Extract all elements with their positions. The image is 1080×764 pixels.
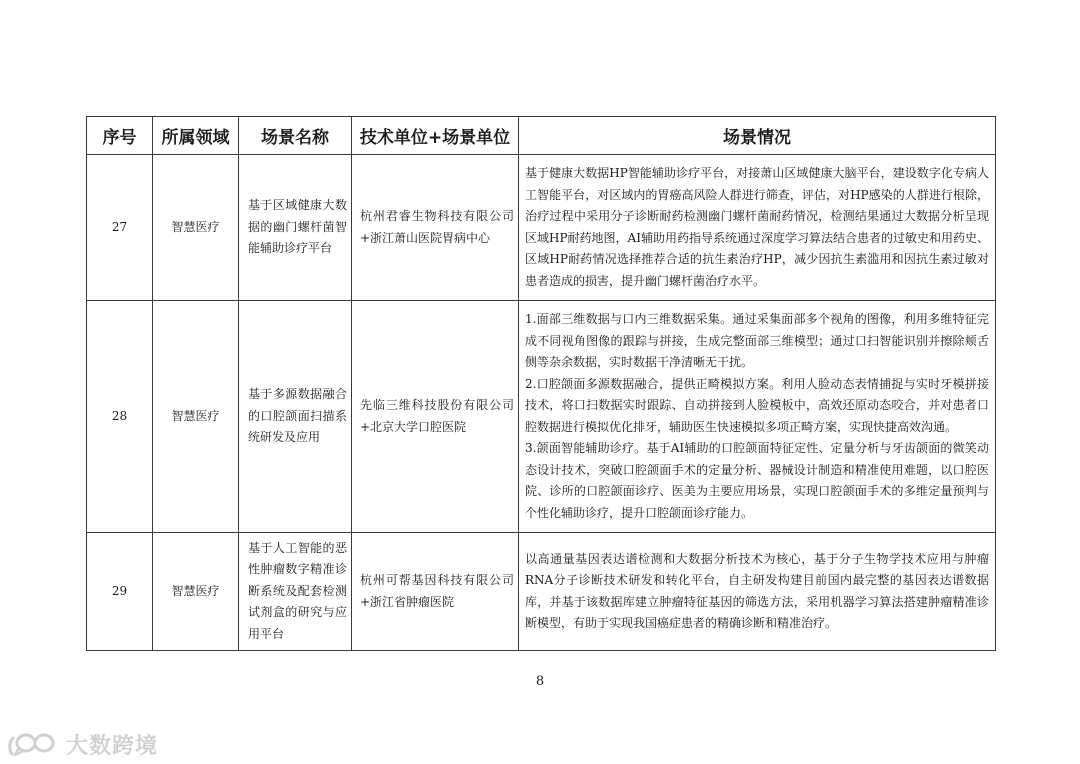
table-header-row <box>87 117 996 155</box>
row-seq: 29 <box>87 533 153 651</box>
row-scene-name: 基于区域健康大数据的幽门螺杆菌智能辅助诊疗平台 <box>239 155 352 301</box>
row-scene-detail <box>519 155 996 301</box>
row-scene-detail <box>519 533 996 651</box>
row-scene-name: 基于人工智能的恶性肿瘤数字精准诊断系统及配套检测试剂盒的研究与应用平台 <box>239 533 352 651</box>
row-units: 杭州可帮基因科技有限公司+浙江省肿瘤医院 <box>352 533 519 651</box>
table-row <box>87 533 996 651</box>
detail-paragraph: 1.面部三维数据与口内三维数据采集。通过采集面部多个视角的图像，利用多维特征完成不同视角图像的跟踪与拼接，生成完整面部三维模型；通过口扫智能识别并擦除颊舌侧等杂余数据，实时数据干净清晰无干扰。 <box>525 312 989 369</box>
header-seq: 序号 <box>87 117 153 155</box>
row-units: 先临三维科技股份有限公司+北京大学口腔医院 <box>352 301 519 533</box>
row-scene-detail <box>519 301 996 533</box>
table-row <box>87 155 996 301</box>
row-field: 智慧医疗 <box>153 155 239 301</box>
header-scene-name: 场景名称 <box>239 117 352 155</box>
watermark <box>6 728 158 760</box>
detail-paragraph: 2.口腔颌面多源数据融合，提供正畸模拟方案。利用人脸动态表情捕捉与实时牙模拼接技术，将口扫数据实时跟踪、自动拼接到人脸模板中，高效还原动态咬合，并对患者口腔数据进行模拟优化排牙，辅助医生快速模拟多项正畸方案，实现快捷高效沟通。 <box>525 376 989 434</box>
header-units: 技术单位+场景单位 <box>352 117 519 155</box>
row-field: 智慧医疗 <box>153 533 239 651</box>
table-row <box>87 301 996 533</box>
detail-paragraph: 3.颌面智能辅助诊疗。基于AI辅助的口腔颌面特征定性、定量分析与牙齿颌面的微笑动态设计技术，突破口腔颌面手术的定量分析、器械设计制造和精准使用难题，以口腔医院、诊所的口腔颌面诊疗、医美为主要应用场景，实现口腔颌面手术的多维定量预判与个性化辅助诊疗，提升口腔颌面诊疗能力。 <box>525 441 989 520</box>
detail-paragraph: 以高通量基因表达谱检测和大数据分析技术为核心，基于分子生物学技术应用与肿瘤RNA分子诊断技术研发和转化平台，自主研发构建目前国内最完整的基因表达谱数据库，并基于该数据库建立肿瘤特征基因的筛选方法，采用机器学习算法搭建肿瘤精准诊断模型，有助于实现我国癌症患者的精确诊断和精准治疗。 <box>525 551 989 630</box>
row-units: 杭州君睿生物科技有限公司+浙江萧山医院胃病中心 <box>352 155 519 301</box>
page-number: 8 <box>535 674 545 689</box>
header-scene-detail: 场景情况 <box>519 117 996 155</box>
detail-paragraph: 基于健康大数据HP智能辅助诊疗平台，对接萧山区域健康大脑平台，建设数字化专病人工智能平台，对区域内的胃癌高风险人群进行筛查，评估，对HP感染的人群进行根除，治疗过程中采用分子诊断耐药检测幽门螺杆菌耐药情况，检测结果通过大数据分析呈现区域HP耐药地图，AI辅助用药指导系统通过深度学习算法结合患者的过敏史和用药史、区域HP耐药情况选择推荐合适的抗生素治疗HP，减少因抗生素滥用和因抗生素过敏对患者造成的损害，提升幽门螺杆菌治疗水平。 <box>525 166 989 288</box>
row-seq: 28 <box>87 301 153 533</box>
row-seq: 27 <box>87 155 153 301</box>
scenario-table <box>86 116 996 651</box>
row-scene-name: 基于多源数据融合的口腔颌面扫描系统研发及应用 <box>239 301 352 533</box>
watermark-text: 大数跨境 <box>66 733 159 759</box>
row-field: 智慧医疗 <box>153 301 239 533</box>
header-field: 所属领域 <box>153 117 239 155</box>
chat-bubbles-logo-icon <box>6 730 64 758</box>
